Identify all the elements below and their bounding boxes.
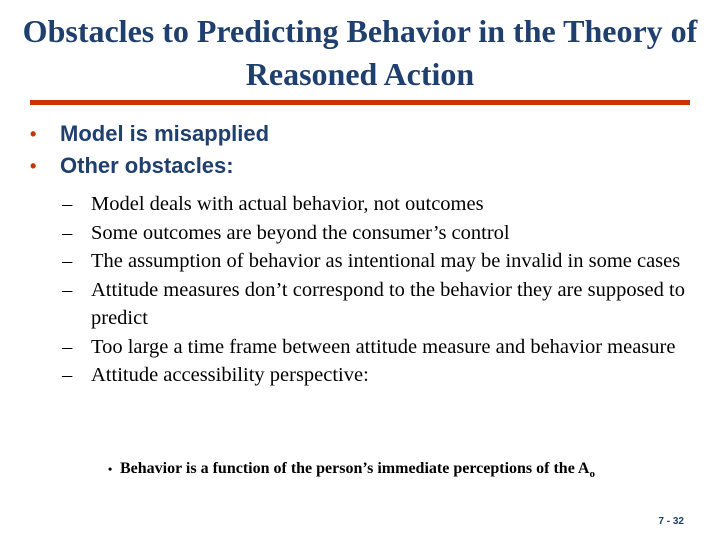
dash-marker-icon: – — [62, 335, 73, 358]
sub-bullet-item — [62, 219, 702, 248]
sub-bullet-text: Some outcomes are beyond the consumer’s control — [91, 221, 510, 244]
dash-marker-icon: – — [62, 278, 73, 301]
sub-bullet-item — [62, 247, 702, 276]
bullet-dot-icon: • — [30, 124, 37, 144]
sub-bullet-text: Model deals with actual behavior, not outcomes — [91, 193, 484, 215]
main-bullet-text: Model is misapplied — [60, 121, 270, 146]
sub-bullet-item — [62, 276, 702, 333]
main-bullet-list — [30, 118, 690, 182]
main-bullet-item — [30, 118, 690, 150]
dash-marker-icon: – — [62, 250, 73, 272]
sub-bullet-item — [62, 190, 702, 219]
dash-marker-icon: – — [62, 364, 73, 386]
small-bullet-dot-icon: • — [108, 462, 113, 476]
sub-sub-bullet-list — [108, 458, 688, 485]
main-bullet-text: Other obstacles: — [60, 153, 234, 178]
sub-bullet-item — [62, 333, 702, 362]
sub-bullet-text: Attitude measures don’t correspond to the behavior they are supposed to predict — [91, 278, 685, 329]
main-bullet-item — [30, 150, 690, 182]
dash-marker-icon: – — [62, 193, 73, 215]
bullet-dot-icon: • — [30, 156, 37, 176]
title-divider-line — [30, 100, 690, 105]
sub-sub-bullet-item — [108, 458, 688, 485]
sub-sub-bullet-text: Behavior is a function of the person’s immediate perceptions of the A — [120, 460, 590, 477]
sub-bullet-item — [62, 361, 702, 390]
sub-bullet-text: Too large a time frame between attitude measure and behavior measure — [91, 335, 676, 358]
sub-bullet-list — [62, 190, 702, 390]
attitude-subscript: o — [589, 468, 595, 480]
sub-bullet-text: The assumption of behavior as intentional may be invalid in some cases — [91, 250, 681, 272]
dash-marker-icon: – — [62, 221, 73, 244]
sub-bullet-text: Attitude accessibility perspective: — [91, 364, 369, 386]
page-number: 7 - 32 — [658, 516, 684, 527]
slide-title: Obstacles to Predicting Behavior in the Theory of Reasoned Action — [22, 13, 698, 92]
